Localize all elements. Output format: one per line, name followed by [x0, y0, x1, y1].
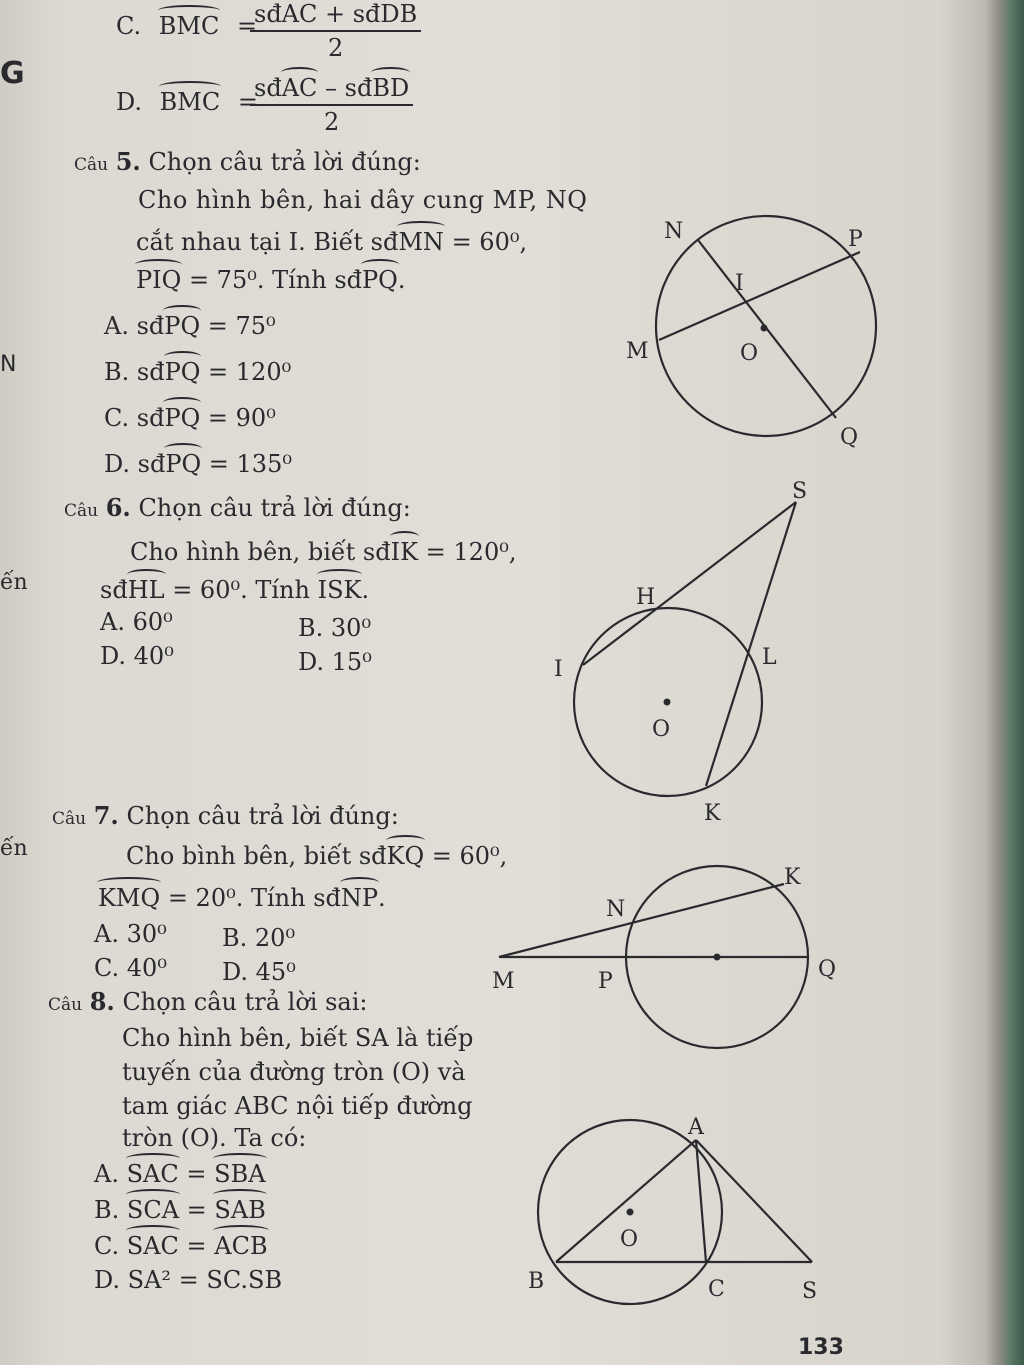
- angle-sca: SCA: [126, 1196, 180, 1224]
- question-prefix: Câu: [52, 809, 87, 829]
- center-point: [627, 1209, 634, 1216]
- point-label: I: [554, 657, 563, 682]
- question-prefix: Câu: [74, 155, 109, 175]
- q6-option-d: D. 15⁰: [298, 648, 372, 676]
- center-point: [714, 954, 721, 961]
- fraction-numerator: sđAC – sđBD: [250, 74, 413, 106]
- point-label: P: [598, 969, 613, 994]
- q5-option-b: B. sđPQ = 120⁰: [104, 358, 292, 386]
- center-point: [761, 325, 768, 332]
- question-instruction: Chọn câu trả lời đúng:: [148, 148, 421, 176]
- q8-line4: tròn (O). Ta có:: [122, 1124, 307, 1152]
- chord-mp: [659, 252, 860, 340]
- center-point: [664, 699, 671, 706]
- arc-bd: BD: [372, 74, 410, 102]
- arc-pq: PQ: [164, 358, 201, 386]
- margin-fragment: ến: [0, 570, 28, 595]
- arc-kmq: KMQ: [98, 884, 161, 912]
- point-label: M: [492, 969, 515, 994]
- point-label: C: [708, 1277, 725, 1302]
- arc-ik: IK: [390, 538, 419, 566]
- q5-line3: PIQ = 75⁰. Tính sđPQ.: [136, 266, 406, 294]
- fraction-denominator: 2: [328, 34, 344, 62]
- q8-line3: tam giác ABC nội tiếp đường: [122, 1092, 473, 1120]
- point-label: S: [792, 479, 808, 504]
- secant-si: [583, 502, 796, 665]
- arc-ac: AC: [281, 74, 318, 102]
- tangent-sa: [696, 1140, 812, 1262]
- arc-piq: PIQ: [136, 266, 182, 294]
- point-label: M: [626, 339, 649, 364]
- fraction-numerator: sđAC + sđDB: [250, 0, 421, 32]
- q8-line1: Cho hình bên, biết SA là tiếp: [122, 1024, 474, 1052]
- arc-kq: KQ: [386, 842, 425, 870]
- point-label: K: [784, 865, 801, 890]
- question-instruction: Chọn câu trả lời đúng:: [138, 494, 411, 522]
- margin-fragment: ến: [0, 836, 28, 861]
- q5-option-c: C. sđPQ = 90⁰: [104, 404, 276, 432]
- option-label: C.: [116, 12, 142, 40]
- question-number: 5.: [115, 147, 141, 176]
- q7-line1: Cho bình bên, biết sđKQ = 60⁰,: [126, 842, 508, 870]
- margin-fragment: N: [0, 352, 17, 377]
- point-label: O: [652, 717, 671, 742]
- arc-pq: PQ: [165, 450, 202, 478]
- q6-line2: sđHL = 60⁰. Tính ISK.: [100, 576, 370, 604]
- point-label: B: [528, 1269, 545, 1294]
- secant-sk: [706, 502, 796, 786]
- q7-option-d: D. 45⁰: [222, 958, 296, 986]
- question-instruction: Chọn câu trả lời sai:: [122, 988, 368, 1016]
- angle-sab: SAB: [214, 1196, 266, 1224]
- arc-np: NP: [340, 884, 379, 912]
- q5-option-d: D. sđPQ = 135⁰: [104, 450, 292, 478]
- fraction-denominator: 2: [323, 108, 340, 136]
- page-number: 133: [798, 1335, 844, 1360]
- arc-pq: PQ: [362, 266, 398, 294]
- point-label: P: [848, 227, 863, 252]
- q5-line1: Cho hình bên, hai dây cung MP, NQ: [138, 186, 588, 214]
- point-label: A: [688, 1115, 704, 1140]
- point-label: I: [735, 271, 744, 296]
- point-label: S: [802, 1279, 818, 1304]
- question-prefix: Câu: [64, 501, 99, 521]
- arc-mn: MN: [398, 228, 444, 256]
- q8-option-a: A. SAC = SBA: [94, 1160, 266, 1188]
- point-label: L: [762, 645, 777, 670]
- angle-sac: SAC: [126, 1160, 179, 1188]
- arc-isk: ISK: [317, 576, 362, 604]
- point-label: Q: [840, 425, 859, 450]
- margin-fragment: G: [0, 56, 25, 91]
- angle-sac: SAC: [126, 1232, 179, 1260]
- angle-acb: ACB: [214, 1232, 268, 1260]
- question-number: 7.: [93, 801, 119, 830]
- q6-option-b: B. 30⁰: [298, 614, 372, 642]
- q7-option-b: B. 20⁰: [222, 924, 296, 952]
- q8-option-c: C. SAC = ACB: [94, 1232, 268, 1260]
- point-label: K: [704, 801, 721, 826]
- q6-option-c: D. 40⁰: [100, 642, 174, 670]
- arc-hl: HL: [127, 576, 165, 604]
- arc-pq: PQ: [164, 312, 201, 340]
- option-label: D.: [116, 88, 143, 116]
- q8-line2: tuyến của đường tròn (O) và: [122, 1058, 466, 1086]
- question-number: 6.: [105, 493, 131, 522]
- question-number: 8.: [89, 987, 115, 1016]
- point-label: O: [620, 1227, 639, 1252]
- arc-bmc: BMC: [158, 12, 220, 40]
- point-label: H: [636, 585, 656, 610]
- arc-pq: PQ: [164, 404, 201, 432]
- point-label: Q: [818, 957, 837, 982]
- q5-option-a: A. sđPQ = 75⁰: [104, 312, 276, 340]
- q5-line2: cắt nhau tại I. Biết sđMN = 60⁰,: [136, 228, 528, 256]
- q6-line1: Cho hình bên, biết sđIK = 120⁰,: [130, 538, 517, 566]
- point-label: N: [664, 219, 684, 244]
- q7-option-c: C. 40⁰: [94, 954, 167, 982]
- angle-sba: SBA: [214, 1160, 266, 1188]
- question-prefix: Câu: [48, 995, 83, 1015]
- q8-option-b: B. SCA = SAB: [94, 1196, 266, 1224]
- arc-bmc: BMC: [159, 88, 221, 116]
- q6-option-a: A. 60⁰: [100, 608, 173, 636]
- point-label: O: [740, 341, 759, 366]
- q7-line2: KMQ = 20⁰. Tính sđNP.: [98, 884, 386, 912]
- secant-mk: [499, 884, 784, 957]
- question-instruction: Chọn câu trả lời đúng:: [126, 802, 399, 830]
- q8-option-d: D. SA² = SC.SB: [94, 1266, 283, 1294]
- equals: =: [237, 88, 258, 116]
- point-label: N: [606, 897, 626, 922]
- q7-option-a: A. 30⁰: [94, 920, 167, 948]
- equals: =: [237, 12, 258, 40]
